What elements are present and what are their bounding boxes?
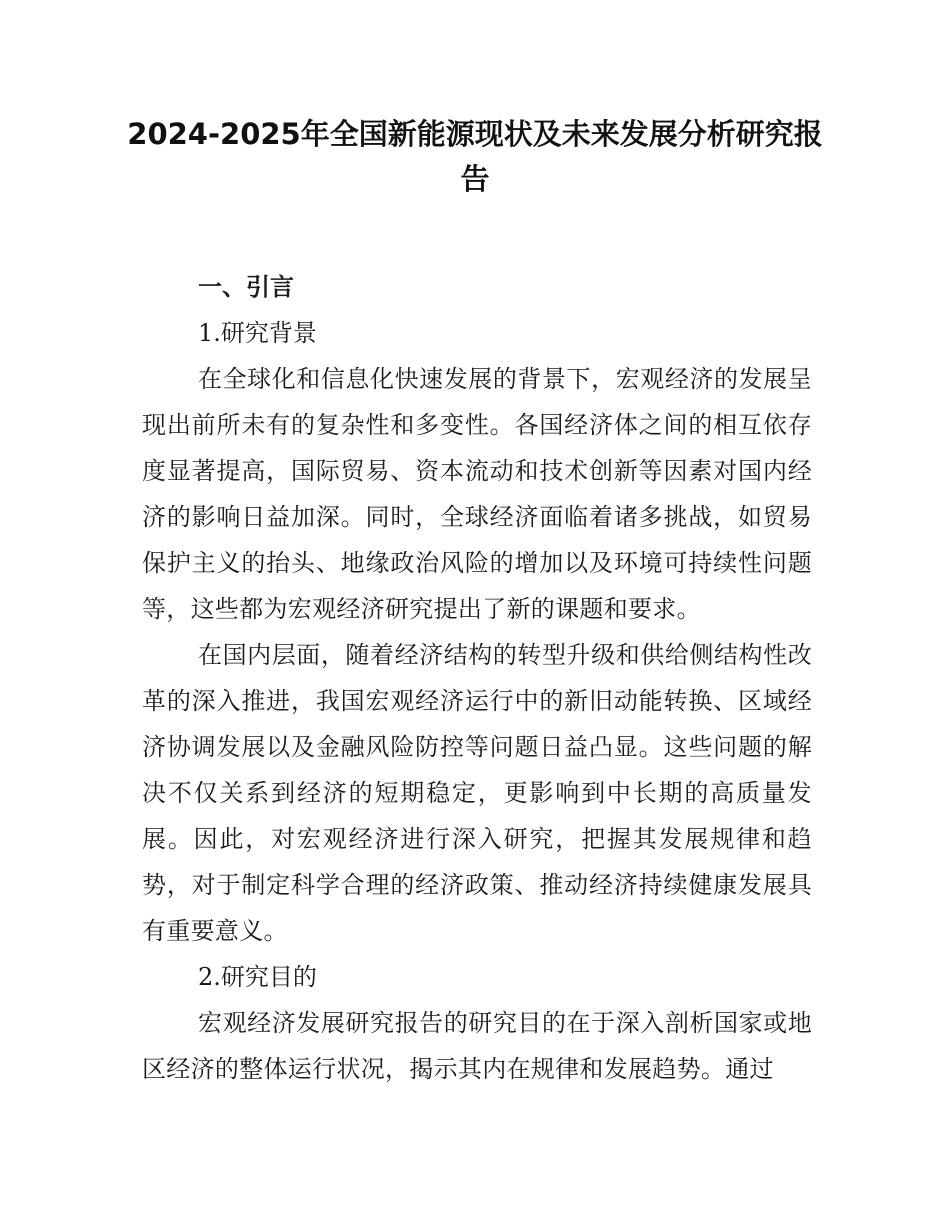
subsection-heading-research-background: 1.研究背景 [198, 319, 317, 347]
subsection-heading-research-purpose: 2.研究目的 [198, 963, 317, 991]
paragraph-global-background: 在全球化和信息化快速发展的背景下，宏观经济的发展呈现出前所未有的复杂性和多变性。各国经济体之间的相互依存度显著提高，国际贸易、资本流动和技术创新等因素对国内经济的影响日益加深。同时，全球经济面临着诸多挑战，如贸易保护主义的抬头、地缘政治风险的增加以及环境可持续性问题等，这些都为宏观经济研究提出了新的课题和要求。 [142, 365, 812, 623]
document-title: 2024-2025年全国新能源现状及未来发展分析研究报告 [127, 117, 823, 196]
document-body [142, 264, 812, 1092]
paragraph-research-purpose: 宏观经济发展研究报告的研究目的在于深入剖析国家或地区经济的整体运行状况，揭示其内在规律和发展趋势。通过 [142, 1009, 812, 1083]
paragraph-domestic-background: 在国内层面，随着经济结构的转型升级和供给侧结构性改革的深入推进，我国宏观经济运行中的新旧动能转换、区域经济协调发展以及金融风险防控等问题日益凸显。这些问题的解决不仅关系到经济的短期稳定，更影响到中长期的高质量发展。因此，对宏观经济进行深入研究，把握其发展规律和趋势，对于制定科学合理的经济政策、推动经济持续健康发展具有重要意义。 [142, 641, 812, 945]
section-heading-introduction: 一、引言 [198, 273, 294, 301]
